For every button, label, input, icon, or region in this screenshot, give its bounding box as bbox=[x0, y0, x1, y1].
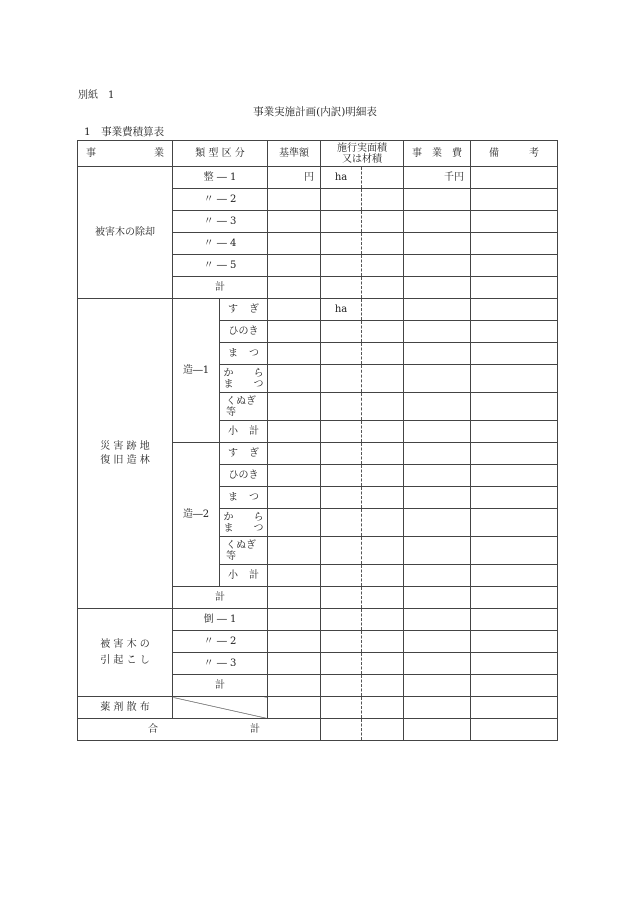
species-cell: ひのき bbox=[220, 321, 268, 343]
type-cell: 〃 ― 2 bbox=[173, 631, 268, 653]
total-cell: 計 bbox=[173, 587, 268, 609]
header-row bbox=[78, 141, 558, 167]
species-cell: か ら ま つ bbox=[220, 365, 268, 393]
group-removal-name: 被害木の除却 bbox=[78, 167, 173, 299]
table-row bbox=[78, 719, 558, 741]
header-type: 類 型 区 分 bbox=[173, 141, 268, 167]
table-row bbox=[78, 609, 558, 631]
header-area: 施行実面積 又は材積 bbox=[321, 141, 404, 167]
grand-total-label: 合 計 bbox=[78, 719, 321, 741]
unit-ha: ha bbox=[334, 304, 348, 315]
header-remarks: 備 考 bbox=[471, 141, 558, 167]
base-amount-cell bbox=[268, 167, 321, 189]
diagonal-cell bbox=[173, 697, 268, 719]
area-cell bbox=[321, 167, 362, 189]
subgroup-label: 造―2 bbox=[173, 443, 220, 587]
type-cell: 〃 ― 3 bbox=[173, 653, 268, 675]
type-cell: 〃 ― 5 bbox=[173, 255, 268, 277]
type-cell: 倒 ― 1 bbox=[173, 609, 268, 631]
area-cell-2 bbox=[362, 167, 404, 189]
subtotal-cell: 小 計 bbox=[220, 565, 268, 587]
table-row bbox=[78, 299, 558, 321]
cost-cell bbox=[404, 167, 471, 189]
species-cell: ま つ bbox=[220, 487, 268, 509]
cost-estimate-table bbox=[77, 140, 558, 741]
table-row bbox=[78, 167, 558, 189]
area-cell bbox=[321, 299, 362, 321]
group-reforestation-name: 災 害 跡 地 復 旧 造 林 bbox=[78, 299, 173, 609]
header-cost: 事 業 費 bbox=[404, 141, 471, 167]
species-cell: か ら ま つ bbox=[220, 509, 268, 537]
total-cell: 計 bbox=[173, 277, 268, 299]
unit-thousand-yen: 千円 bbox=[444, 172, 465, 183]
header-project: 事 業 bbox=[78, 141, 173, 167]
document-title: 事業実施計画(内訳)明細表 bbox=[253, 106, 377, 118]
subgroup-label: 造―1 bbox=[173, 299, 220, 443]
table-row bbox=[78, 697, 558, 719]
type-cell: 〃 ― 2 bbox=[173, 189, 268, 211]
type-cell: 〃 ― 4 bbox=[173, 233, 268, 255]
species-cell: くぬぎ 等 bbox=[220, 393, 268, 421]
unit-ha: ha bbox=[334, 172, 348, 183]
species-cell: す ぎ bbox=[220, 443, 268, 465]
section-title: 1 事業費積算表 bbox=[84, 126, 165, 138]
annex-label: 別紙 1 bbox=[78, 90, 115, 101]
unit-yen: 円 bbox=[304, 172, 315, 183]
header-base-amount: 基準額 bbox=[268, 141, 321, 167]
type-cell: 整 ― 1 bbox=[173, 167, 268, 189]
species-cell: ま つ bbox=[220, 343, 268, 365]
total-cell: 計 bbox=[173, 675, 268, 697]
species-cell: くぬぎ 等 bbox=[220, 537, 268, 565]
type-cell: 〃 ― 3 bbox=[173, 211, 268, 233]
species-cell: ひのき bbox=[220, 465, 268, 487]
remarks-cell bbox=[471, 167, 558, 189]
group-spraying-name: 薬 剤 散 布 bbox=[78, 697, 173, 719]
subtotal-cell: 小 計 bbox=[220, 421, 268, 443]
species-cell: す ぎ bbox=[220, 299, 268, 321]
group-raising-name: 被 害 木 の 引 起 こ し bbox=[78, 609, 173, 697]
